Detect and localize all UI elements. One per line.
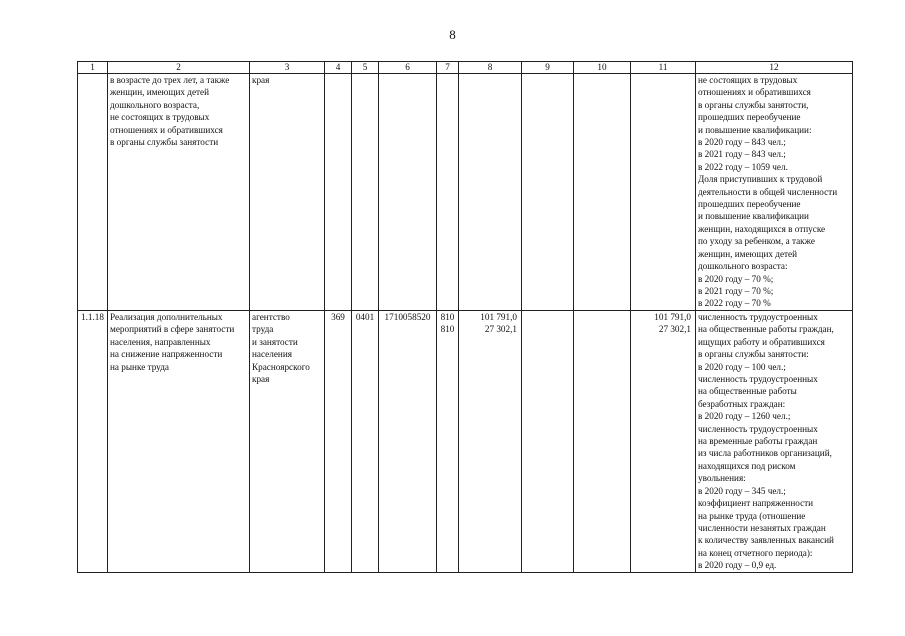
text-line: в 2020 году – 70 %;	[698, 273, 774, 284]
text-line: численность трудоустроенных	[698, 423, 818, 434]
text-line: увольнения:	[698, 473, 746, 484]
text-line: края	[252, 75, 270, 85]
column-header: 9	[522, 62, 574, 74]
text-line: женщин, имеющих детей	[698, 248, 798, 259]
text-line: женщин, имеющих детей	[110, 87, 210, 98]
text-line: в органы службы занятости	[110, 137, 219, 148]
column-header: 1	[78, 62, 108, 74]
text-line: в 2022 году – 1059 чел.	[698, 161, 788, 172]
column-header: 2	[108, 62, 250, 74]
executor-cell	[250, 311, 325, 573]
text-line: прошедших переобучение	[698, 199, 801, 210]
text-line: на общественные работы	[698, 386, 797, 397]
text-line: из числа работников организаций,	[698, 448, 832, 459]
amount-cell	[522, 74, 574, 311]
text-line: в 2021 году – 70 %;	[698, 285, 774, 296]
total-amount-cell	[631, 74, 696, 311]
text-line: агентство	[252, 312, 290, 322]
section-code-cell: 0401	[352, 311, 379, 573]
total-amount-cell	[631, 311, 696, 573]
text-line: и повышение квалификации	[698, 211, 809, 222]
column-header: 8	[459, 62, 522, 74]
text-line: на снижение напряженности	[110, 349, 223, 360]
text-line: дошкольного возраста,	[110, 99, 200, 110]
text-line: на временные работы граждан	[698, 436, 818, 447]
column-header: 7	[437, 62, 459, 74]
text-line: на конец отчетного периода):	[698, 547, 813, 558]
text-line: численность трудоустроенных	[698, 312, 818, 322]
text-line: в возрасте до трех лет, а также	[110, 75, 230, 85]
text-line: на рынке труда (отношение	[698, 510, 806, 521]
text-line: в 2022 году – 70 %	[698, 298, 771, 309]
table-row	[78, 311, 853, 573]
text-line: численности незанятых граждан	[698, 522, 826, 533]
text-line: мероприятий в сфере занятости	[110, 324, 235, 335]
grbs-code-cell	[325, 74, 352, 311]
text-line: ищущих работу и обратившихся	[698, 336, 825, 347]
text-line: края	[252, 374, 270, 385]
text-line: в органы службы занятости,	[698, 99, 809, 110]
expense-type-cell	[437, 311, 459, 573]
text-line: и занятости	[252, 336, 298, 347]
text-line: Красноярского	[252, 361, 310, 372]
text-line: в 2021 году – 843 чел.;	[698, 149, 786, 160]
text-line: населения	[252, 349, 292, 360]
text-line: в 2020 году – 345 чел.;	[698, 485, 786, 496]
expected-result-cell	[696, 74, 853, 311]
page-number: 8	[449, 27, 456, 42]
expected-result-cell	[696, 311, 853, 573]
text-line: находящихся под риском	[698, 460, 796, 471]
text-line: не состоящих в трудовых	[698, 75, 798, 85]
text-line: женщин, находящихся в отпуске	[698, 223, 826, 234]
text-line: в 2020 году – 0,9 ед.	[698, 560, 777, 571]
text-line: прошедших переобучение	[698, 112, 801, 123]
text-line: к количеству заявленных вакансий	[698, 535, 834, 546]
text-line: дошкольного возраста:	[698, 261, 788, 272]
column-header: 3	[250, 62, 325, 74]
text-line: 101 791,0	[654, 312, 691, 322]
text-line: в органы службы занятости:	[698, 349, 809, 360]
executor-cell	[250, 74, 325, 311]
text-line: в 2020 году – 843 чел.;	[698, 137, 786, 148]
table-row	[78, 74, 853, 311]
text-line: 810	[440, 312, 455, 322]
text-line: Реализация дополнительных	[110, 312, 223, 322]
text-line: по уходу за ребенком, а также	[698, 236, 815, 247]
column-header: 6	[379, 62, 437, 74]
text-line: Доля приступивших к трудовой	[698, 174, 823, 185]
text-line: деятельности в общей численности	[698, 186, 838, 197]
text-line: 27 302,1	[658, 324, 691, 335]
column-header: 12	[696, 62, 853, 74]
text-line: 101 791,0	[480, 312, 517, 322]
amount-cell	[574, 311, 631, 573]
grbs-code-cell: 369	[325, 311, 352, 573]
program-measures-table	[77, 61, 853, 573]
amount-cell	[522, 311, 574, 573]
column-header: 11	[631, 62, 696, 74]
row-number: 1.1.18	[78, 311, 108, 573]
column-header: 5	[352, 62, 379, 74]
text-line: населения, направленных	[110, 336, 211, 347]
text-line: на общественные работы граждан,	[698, 324, 834, 335]
text-line: в 2020 году – 1260 чел.;	[698, 411, 791, 422]
text-line: и повышение квалификации:	[698, 124, 812, 135]
amount-cell	[459, 311, 522, 573]
text-line: безработных граждан:	[698, 398, 786, 409]
text-line: на рынке труда	[110, 361, 169, 372]
text-line: численность трудоустроенных	[698, 374, 818, 385]
amount-cell	[459, 74, 522, 311]
column-header: 4	[325, 62, 352, 74]
amount-cell	[574, 74, 631, 311]
target-code-cell: 1710058520	[379, 311, 437, 573]
measure-name-cell	[108, 311, 250, 573]
measure-name-cell	[108, 74, 250, 311]
text-line: коэффициент напряженности	[698, 498, 814, 509]
text-line: труда	[252, 324, 274, 335]
text-line: отношениях и обратившихся	[698, 87, 811, 98]
target-code-cell	[379, 74, 437, 311]
text-line: не состоящих в трудовых	[110, 112, 210, 123]
row-number	[78, 74, 108, 311]
text-line: 27 302,1	[484, 324, 517, 335]
column-header: 10	[574, 62, 631, 74]
expense-type-cell	[437, 74, 459, 311]
column-number-row	[78, 62, 853, 74]
text-line: отношениях и обратившихся	[110, 124, 223, 135]
text-line: в 2020 году – 100 чел.;	[698, 361, 786, 372]
section-code-cell	[352, 74, 379, 311]
text-line: 810	[440, 324, 455, 335]
